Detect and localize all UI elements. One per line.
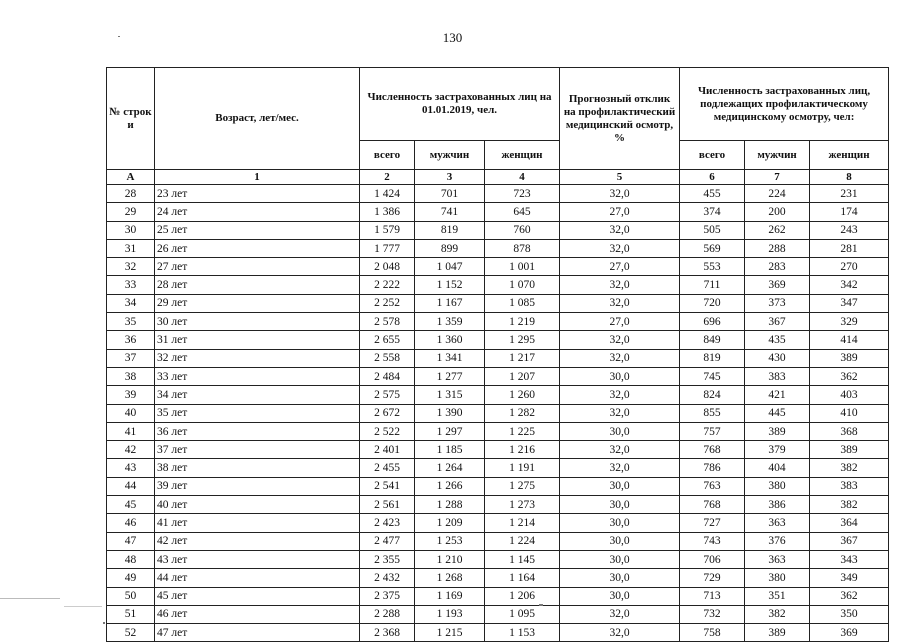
table-cell: 32,0 — [560, 331, 680, 349]
table-row — [107, 624, 889, 642]
table-cell: 23 лет — [155, 185, 360, 203]
table-cell: 343 — [810, 550, 889, 568]
table-cell: 1 390 — [415, 404, 485, 422]
table-cell: 364 — [810, 514, 889, 532]
table-row — [107, 404, 889, 422]
table-cell: 351 — [745, 587, 810, 605]
table-cell: 819 — [680, 349, 745, 367]
table-cell: 45 лет — [155, 587, 360, 605]
header-insured-count: Численность застрахованных лиц на 01.01.2019, чел. — [360, 68, 560, 141]
table-cell: 2 578 — [360, 313, 415, 331]
table-cell: 1 225 — [485, 422, 560, 440]
table-cell: 727 — [680, 514, 745, 532]
table-cell: 1 191 — [485, 459, 560, 477]
table-cell: 569 — [680, 239, 745, 257]
table-row — [107, 477, 889, 495]
table-cell: 174 — [810, 203, 889, 221]
table-cell: 553 — [680, 258, 745, 276]
table-cell: 1 386 — [360, 203, 415, 221]
table-cell: 645 — [485, 203, 560, 221]
table-cell: 389 — [810, 441, 889, 459]
table-cell: 2 655 — [360, 331, 415, 349]
table-cell: 819 — [415, 221, 485, 239]
table-cell: 368 — [810, 422, 889, 440]
table-cell: 430 — [745, 349, 810, 367]
table-cell: 35 лет — [155, 404, 360, 422]
table-cell: 1 288 — [415, 496, 485, 514]
table-cell: 729 — [680, 569, 745, 587]
table-cell: 30 — [107, 221, 155, 239]
table-cell: 1 266 — [415, 477, 485, 495]
table-cell: 380 — [745, 477, 810, 495]
table-cell: 1 277 — [415, 367, 485, 385]
table-cell: 43 — [107, 459, 155, 477]
table-cell: 1 359 — [415, 313, 485, 331]
table-row — [107, 294, 889, 312]
table-cell: 824 — [680, 386, 745, 404]
table-cell: 46 — [107, 514, 155, 532]
header-subject-women: женщин — [810, 141, 889, 170]
table-cell: 363 — [745, 550, 810, 568]
table-cell: 26 лет — [155, 239, 360, 257]
table-cell: 1 095 — [485, 605, 560, 623]
table-cell: 1 424 — [360, 185, 415, 203]
table-cell: 32,0 — [560, 185, 680, 203]
table-cell: 768 — [680, 496, 745, 514]
column-index-cell: 5 — [560, 170, 680, 185]
table-cell: 849 — [680, 331, 745, 349]
table-cell: 2 477 — [360, 532, 415, 550]
table-cell: 899 — [415, 239, 485, 257]
table-cell: 369 — [745, 276, 810, 294]
table-cell: 30,0 — [560, 550, 680, 568]
table-cell: 2 222 — [360, 276, 415, 294]
table-cell: 363 — [745, 514, 810, 532]
table-cell: 410 — [810, 404, 889, 422]
table-cell: 288 — [745, 239, 810, 257]
table-cell: 382 — [810, 459, 889, 477]
table-cell: 32 — [107, 258, 155, 276]
table-cell: 786 — [680, 459, 745, 477]
table-cell: 414 — [810, 331, 889, 349]
header-age: Возраст, лет/мес. — [155, 68, 360, 170]
table-cell: 1 297 — [415, 422, 485, 440]
table-cell: 224 — [745, 185, 810, 203]
table-cell: 1 341 — [415, 349, 485, 367]
table-cell: 2 368 — [360, 624, 415, 642]
table-cell: 342 — [810, 276, 889, 294]
table-cell: 1 145 — [485, 550, 560, 568]
table-cell: 51 — [107, 605, 155, 623]
table-cell: 2 288 — [360, 605, 415, 623]
table-cell: 711 — [680, 276, 745, 294]
table-cell: 720 — [680, 294, 745, 312]
table-cell: 39 — [107, 386, 155, 404]
table-cell: 2 541 — [360, 477, 415, 495]
table-row — [107, 422, 889, 440]
table-cell: 28 лет — [155, 276, 360, 294]
table-cell: 1 282 — [485, 404, 560, 422]
table-cell: 421 — [745, 386, 810, 404]
table-cell: 43 лет — [155, 550, 360, 568]
table-cell: 32,0 — [560, 459, 680, 477]
table-cell: 379 — [745, 441, 810, 459]
table-cell: 1 169 — [415, 587, 485, 605]
table-cell: 2 401 — [360, 441, 415, 459]
table-cell: 231 — [810, 185, 889, 203]
table-cell: 1 167 — [415, 294, 485, 312]
table-cell: 47 лет — [155, 624, 360, 642]
table-row — [107, 441, 889, 459]
table-cell: 30,0 — [560, 496, 680, 514]
table-cell: 369 — [810, 624, 889, 642]
table-cell: 39 лет — [155, 477, 360, 495]
table-cell: 29 — [107, 203, 155, 221]
table-cell: 27 лет — [155, 258, 360, 276]
table-cell: 435 — [745, 331, 810, 349]
table-body — [107, 185, 889, 642]
table-cell: 33 лет — [155, 367, 360, 385]
table-cell: 1 315 — [415, 386, 485, 404]
table-cell: 382 — [745, 605, 810, 623]
table-cell: 1 264 — [415, 459, 485, 477]
table-cell: 31 — [107, 239, 155, 257]
table-cell: 445 — [745, 404, 810, 422]
table-cell: 350 — [810, 605, 889, 623]
table-cell: 768 — [680, 441, 745, 459]
table-cell: 763 — [680, 477, 745, 495]
table-cell: 1 001 — [485, 258, 560, 276]
table-cell: 1 070 — [485, 276, 560, 294]
table-cell: 1 295 — [485, 331, 560, 349]
table-cell: 1 214 — [485, 514, 560, 532]
table-cell: 741 — [415, 203, 485, 221]
table-cell: 37 — [107, 349, 155, 367]
table-cell: 52 — [107, 624, 155, 642]
table-cell: 32,0 — [560, 239, 680, 257]
table-cell: 32 лет — [155, 349, 360, 367]
table-cell: 2 355 — [360, 550, 415, 568]
table-cell: 27,0 — [560, 313, 680, 331]
table-cell: 42 — [107, 441, 155, 459]
table-cell: 34 лет — [155, 386, 360, 404]
table-cell: 24 лет — [155, 203, 360, 221]
table-row — [107, 185, 889, 203]
table-cell: 383 — [745, 367, 810, 385]
table-cell: 389 — [810, 349, 889, 367]
table-row — [107, 221, 889, 239]
header-insured-men: мужчин — [415, 141, 485, 170]
table-cell: 329 — [810, 313, 889, 331]
table-cell: 758 — [680, 624, 745, 642]
table-cell: 1 206 — [485, 587, 560, 605]
table-row — [107, 239, 889, 257]
table-cell: 36 лет — [155, 422, 360, 440]
table-row — [107, 203, 889, 221]
table-cell: 34 — [107, 294, 155, 312]
table-cell: 2 423 — [360, 514, 415, 532]
table-cell: 2 558 — [360, 349, 415, 367]
table-cell: 35 — [107, 313, 155, 331]
table-cell: 2 432 — [360, 569, 415, 587]
table-row — [107, 569, 889, 587]
table-cell: 30,0 — [560, 477, 680, 495]
table-cell: 1 193 — [415, 605, 485, 623]
table-cell: 1 217 — [485, 349, 560, 367]
table-cell: 30,0 — [560, 367, 680, 385]
table-cell: 1 153 — [485, 624, 560, 642]
header-subject-men: мужчин — [745, 141, 810, 170]
table-cell: 1 219 — [485, 313, 560, 331]
table-row — [107, 386, 889, 404]
table-cell: 374 — [680, 203, 745, 221]
table-cell: 2 455 — [360, 459, 415, 477]
table-cell: 243 — [810, 221, 889, 239]
table-cell: 1 268 — [415, 569, 485, 587]
table-cell: 403 — [810, 386, 889, 404]
column-index-cell: 3 — [415, 170, 485, 185]
table-row — [107, 276, 889, 294]
table-row — [107, 514, 889, 532]
table-cell: 723 — [485, 185, 560, 203]
table-cell: 745 — [680, 367, 745, 385]
table-cell: 283 — [745, 258, 810, 276]
table-cell: 373 — [745, 294, 810, 312]
table-cell: 38 — [107, 367, 155, 385]
table-cell: 32,0 — [560, 605, 680, 623]
column-index-cell: 1 — [155, 170, 360, 185]
table-cell: 1 152 — [415, 276, 485, 294]
table-cell: 30 лет — [155, 313, 360, 331]
table-cell: 32,0 — [560, 624, 680, 642]
table-cell: 389 — [745, 624, 810, 642]
table-cell: 1 215 — [415, 624, 485, 642]
table-row — [107, 349, 889, 367]
table-cell: 1 253 — [415, 532, 485, 550]
table-row — [107, 605, 889, 623]
table-cell: 1 207 — [485, 367, 560, 385]
table-row — [107, 367, 889, 385]
table-cell: 49 — [107, 569, 155, 587]
table-cell: 31 лет — [155, 331, 360, 349]
table-cell: 41 — [107, 422, 155, 440]
table-cell: 28 — [107, 185, 155, 203]
table-cell: 1 360 — [415, 331, 485, 349]
table-cell: 362 — [810, 587, 889, 605]
table-cell: 36 — [107, 331, 155, 349]
page-number: 130 — [442, 30, 463, 45]
table-cell: 2 575 — [360, 386, 415, 404]
column-index-cell: А — [107, 170, 155, 185]
table-cell: 2 484 — [360, 367, 415, 385]
table-row — [107, 459, 889, 477]
column-index-cell: 6 — [680, 170, 745, 185]
table-cell: 200 — [745, 203, 810, 221]
table-cell: 1 579 — [360, 221, 415, 239]
table-cell: 743 — [680, 532, 745, 550]
table-cell: 262 — [745, 221, 810, 239]
scan-speck — [539, 604, 543, 606]
table-cell: 1 275 — [485, 477, 560, 495]
table-cell: 1 085 — [485, 294, 560, 312]
table-cell: 30,0 — [560, 422, 680, 440]
table-row — [107, 496, 889, 514]
table-cell: 30,0 — [560, 569, 680, 587]
table-cell: 1 185 — [415, 441, 485, 459]
table-cell: 383 — [810, 477, 889, 495]
table-cell: 33 — [107, 276, 155, 294]
table-cell: 281 — [810, 239, 889, 257]
table-cell: 349 — [810, 569, 889, 587]
table-cell: 1 273 — [485, 496, 560, 514]
table-cell: 32,0 — [560, 276, 680, 294]
header-insured-total: всего — [360, 141, 415, 170]
table-row — [107, 550, 889, 568]
table-cell: 25 лет — [155, 221, 360, 239]
table-cell: 404 — [745, 459, 810, 477]
table-cell: 32,0 — [560, 404, 680, 422]
header-row-number: № строк и — [107, 68, 155, 170]
table-cell: 44 — [107, 477, 155, 495]
table-cell: 386 — [745, 496, 810, 514]
table-cell: 760 — [485, 221, 560, 239]
table-cell: 367 — [810, 532, 889, 550]
table-cell: 701 — [415, 185, 485, 203]
table-cell: 42 лет — [155, 532, 360, 550]
table-cell: 30,0 — [560, 514, 680, 532]
column-index-cell: 2 — [360, 170, 415, 185]
column-index-cell: 4 — [485, 170, 560, 185]
table-cell: 45 — [107, 496, 155, 514]
table-cell: 32,0 — [560, 221, 680, 239]
header-insured-women: женщин — [485, 141, 560, 170]
table-cell: 757 — [680, 422, 745, 440]
table-cell: 382 — [810, 496, 889, 514]
table-cell: 27,0 — [560, 258, 680, 276]
table-cell: 455 — [680, 185, 745, 203]
table-cell: 2 252 — [360, 294, 415, 312]
table-cell: 696 — [680, 313, 745, 331]
table-cell: 40 — [107, 404, 155, 422]
table-cell: 855 — [680, 404, 745, 422]
table-cell: 27,0 — [560, 203, 680, 221]
table-cell: 1 777 — [360, 239, 415, 257]
table-row — [107, 331, 889, 349]
table-cell: 32,0 — [560, 294, 680, 312]
table-cell: 878 — [485, 239, 560, 257]
table-cell: 2 672 — [360, 404, 415, 422]
header-subject-count: Численность застрахованных лиц, подлежащих профилактическому медицинскому осмотру, чел: — [680, 68, 889, 141]
table-cell: 48 — [107, 550, 155, 568]
table-cell: 1 209 — [415, 514, 485, 532]
table-cell: 706 — [680, 550, 745, 568]
table-cell: 38 лет — [155, 459, 360, 477]
table-cell: 32,0 — [560, 441, 680, 459]
table-cell: 2 522 — [360, 422, 415, 440]
table-cell: 1 210 — [415, 550, 485, 568]
table-cell: 362 — [810, 367, 889, 385]
table-row — [107, 587, 889, 605]
table-row — [107, 258, 889, 276]
table-cell: 270 — [810, 258, 889, 276]
table-cell: 47 — [107, 532, 155, 550]
scan-speck — [64, 606, 102, 607]
insured-population-table — [106, 67, 889, 642]
table-cell: 732 — [680, 605, 745, 623]
table-cell: 1 047 — [415, 258, 485, 276]
table-cell: 2 375 — [360, 587, 415, 605]
column-index-cell: 8 — [810, 170, 889, 185]
table-cell: 1 164 — [485, 569, 560, 587]
header-subject-total: всего — [680, 141, 745, 170]
table-row — [107, 532, 889, 550]
table-cell: 380 — [745, 569, 810, 587]
table-cell: 1 216 — [485, 441, 560, 459]
table-cell: 30,0 — [560, 532, 680, 550]
table-cell: 46 лет — [155, 605, 360, 623]
scan-speck — [118, 36, 120, 37]
column-index-row — [107, 170, 889, 185]
table-cell: 41 лет — [155, 514, 360, 532]
scan-speck — [103, 622, 105, 624]
table-cell: 2 048 — [360, 258, 415, 276]
table-cell: 50 — [107, 587, 155, 605]
table-cell: 2 561 — [360, 496, 415, 514]
table-cell: 30,0 — [560, 587, 680, 605]
table-cell: 37 лет — [155, 441, 360, 459]
table-cell: 713 — [680, 587, 745, 605]
table-cell: 505 — [680, 221, 745, 239]
table-cell: 367 — [745, 313, 810, 331]
table-cell: 29 лет — [155, 294, 360, 312]
scan-speck — [0, 598, 60, 599]
table-cell: 44 лет — [155, 569, 360, 587]
column-index-cell: 7 — [745, 170, 810, 185]
table-row — [107, 313, 889, 331]
table-cell: 376 — [745, 532, 810, 550]
table-cell: 32,0 — [560, 386, 680, 404]
table-cell: 1 224 — [485, 532, 560, 550]
table-cell: 389 — [745, 422, 810, 440]
header-forecast-response: Прогнозный отклик на профилактический медицинский осмотр, % — [560, 68, 680, 170]
table-cell: 1 260 — [485, 386, 560, 404]
table-cell: 32,0 — [560, 349, 680, 367]
table-cell: 40 лет — [155, 496, 360, 514]
table-cell: 347 — [810, 294, 889, 312]
